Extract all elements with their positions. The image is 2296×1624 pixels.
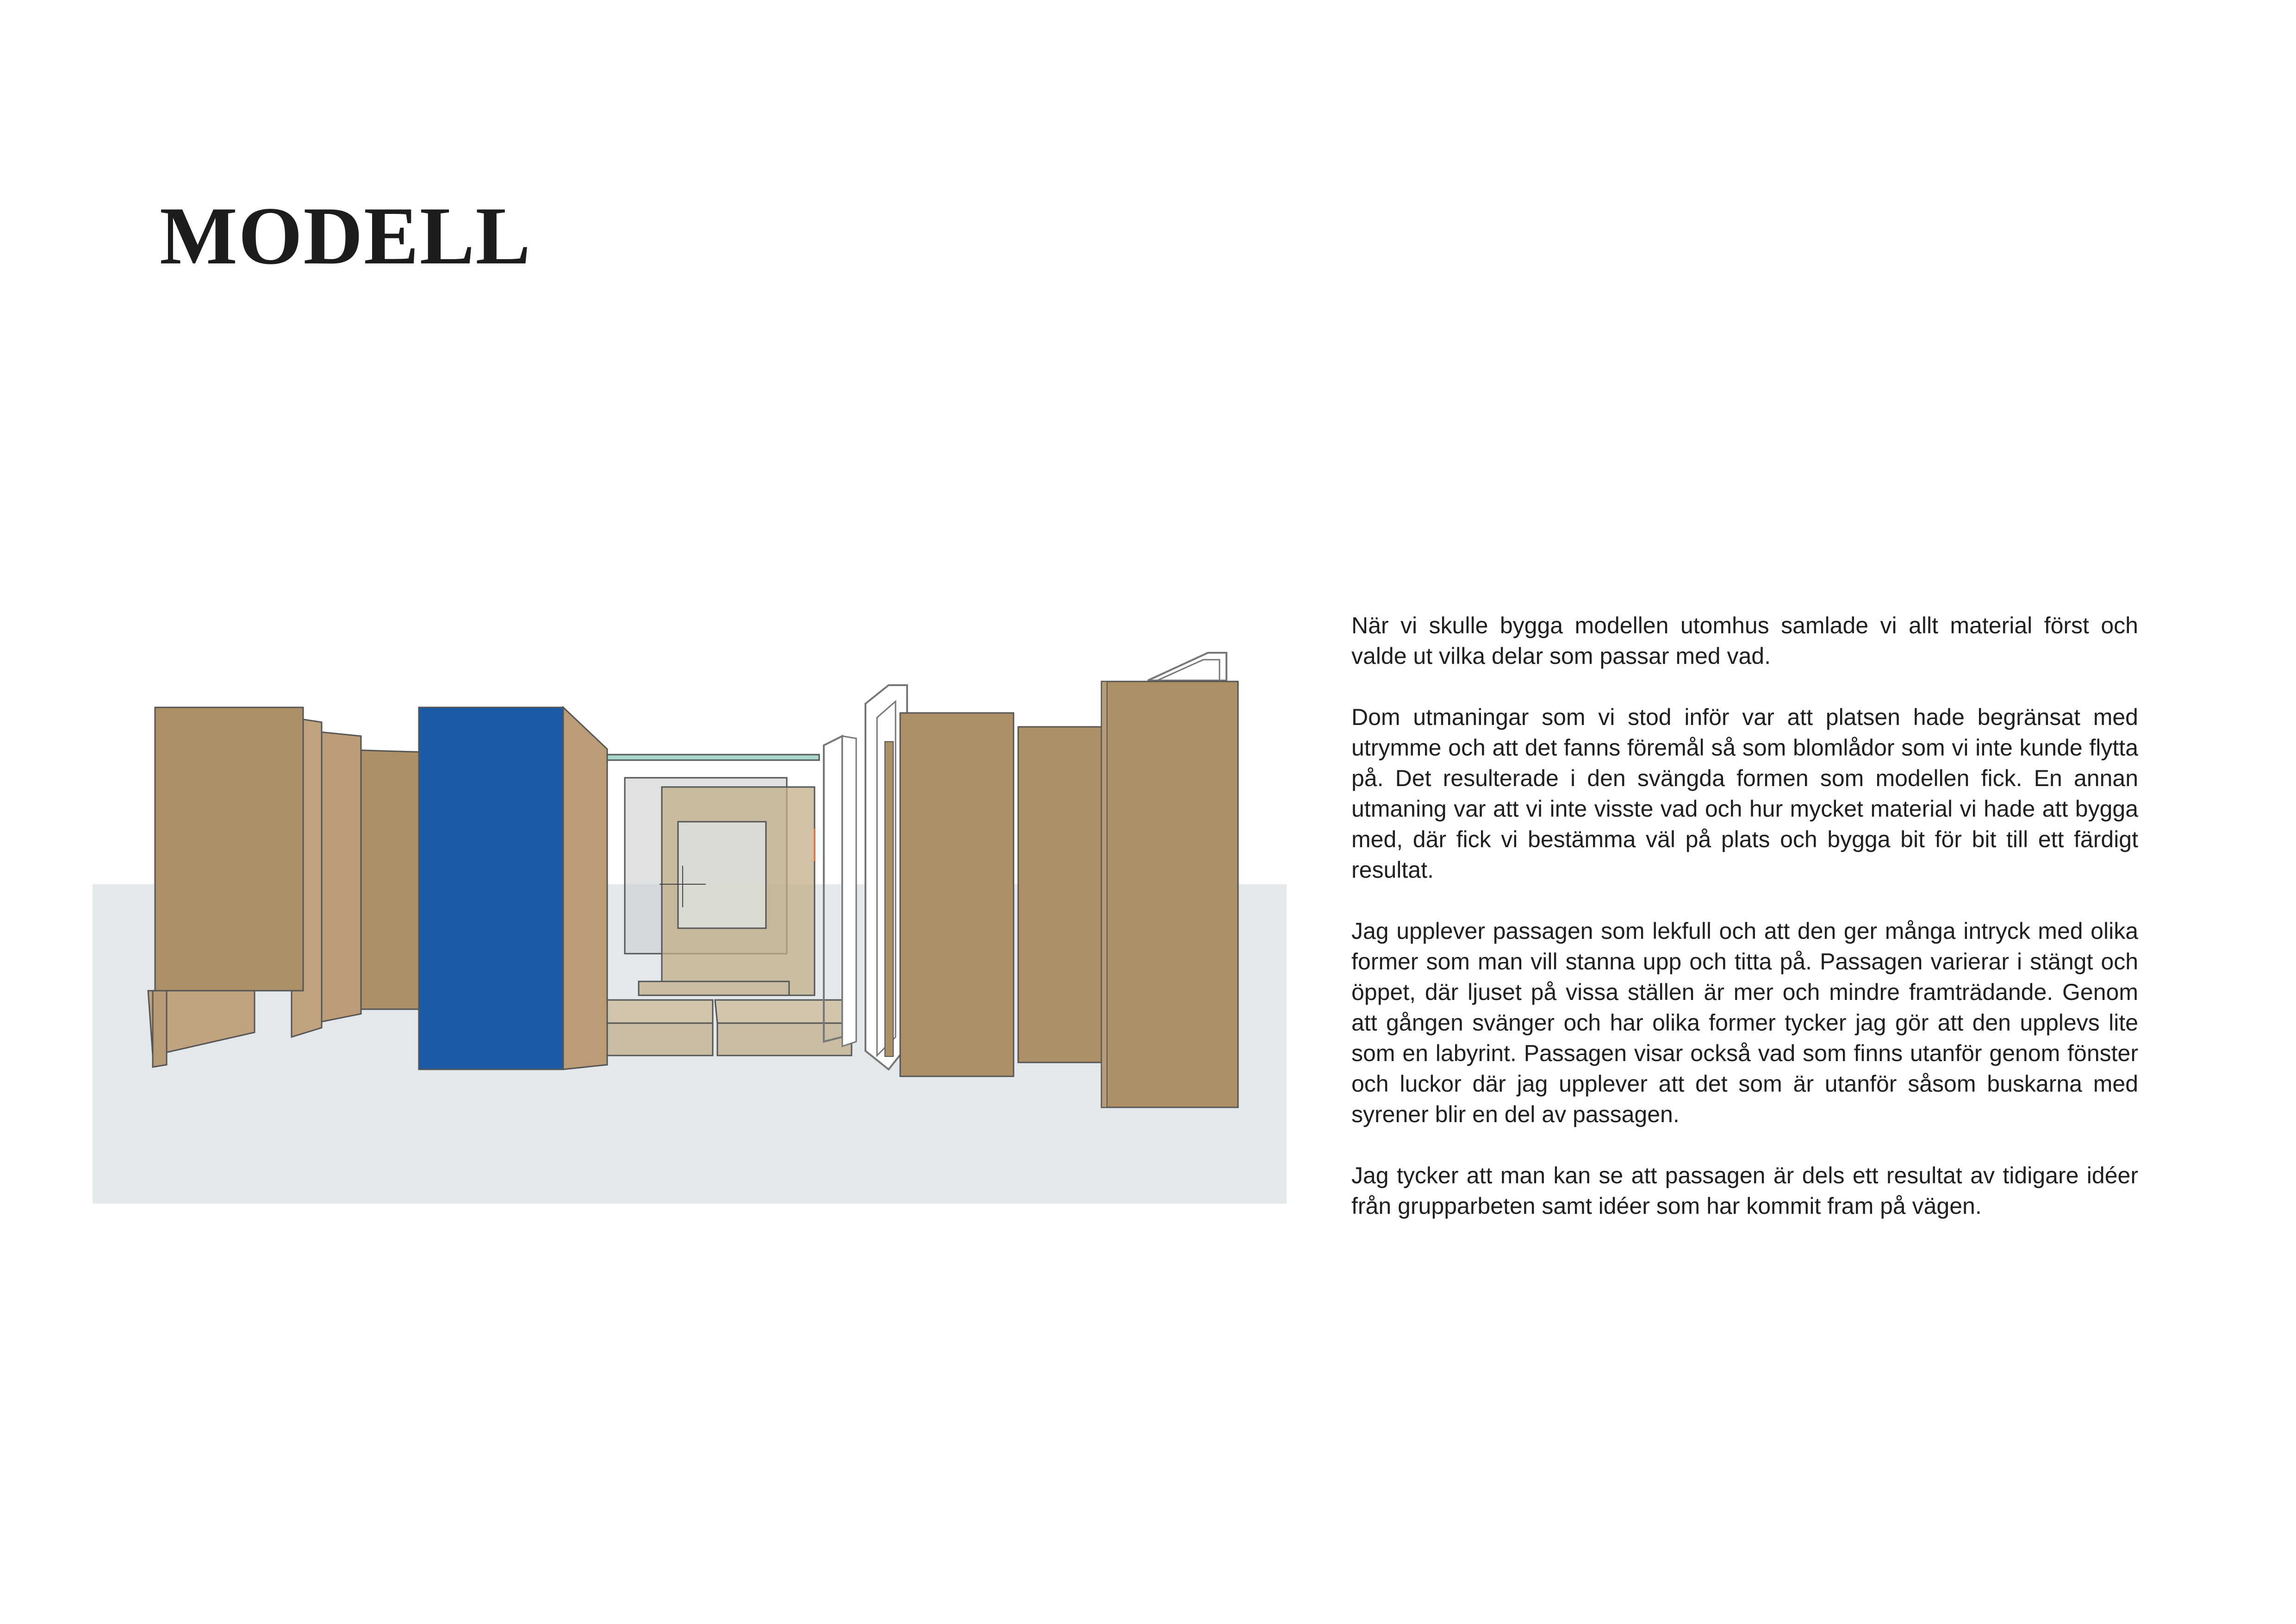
right-panel-3 — [1101, 681, 1238, 1107]
page-title: MODELL — [160, 190, 532, 281]
right-panel-3-edge — [1101, 681, 1107, 1107]
left-wall-panel-1 — [155, 707, 303, 991]
window-opening — [678, 822, 766, 928]
crate-back — [639, 981, 789, 995]
frame-white-1 — [842, 736, 856, 1046]
blue-panel — [419, 707, 563, 1069]
left-wall-edge — [153, 991, 167, 1067]
right-panel-2 — [1018, 727, 1101, 1062]
frame-dark-strip — [885, 742, 893, 1056]
paragraph-1: När vi skulle bygga modellen utomhus samlade vi allt material först och valde ut vilka delar som passar med vad. — [1351, 612, 2138, 669]
right-panel-1 — [900, 713, 1014, 1076]
crate-right-top — [715, 1000, 852, 1023]
blue-panel-side — [563, 707, 607, 1069]
paragraph-4: Jag tycker att man kan se att passagen är dels ett resultat av tidigare idéer från grupparbeten samt idéer som har kommit fram på vägen. — [1351, 1162, 2138, 1219]
model-illustration — [93, 639, 1296, 1213]
paragraph-2: Dom utmaningar som vi stod inför var att platsen hade begränsat med utrymme och att det fanns föremål så som blomlådor som vi inte kunde flytta på. Det resulterade i den svängda formen som modellen fick. En annan utmaning var att vi inte visste vad och hur mycket material vi hade att bygga med, där fick vi bestämma väl på plats och bygga bit för bit till ett färdigt resultat. — [1351, 704, 2138, 883]
paragraph-3: Jag upplever passagen som lekfull och att den ger många intryck med olika former som man vill stanna upp och titta på. Passagen varierar i stängt och öppet, där ljuset på vissa ställen är mer och mindre framträdande. Genom att gången svänger och har olika former tycker jag gör att den upplevs lite som en labyrint. Passagen visar också vad som finns utanför genom fönster och luckor där jag upplever att det som är utanför såsom buskarna med syrener blir en del av passagen. — [1351, 918, 2138, 1127]
glass-beam — [597, 755, 819, 760]
description-text — [1351, 610, 2138, 1252]
